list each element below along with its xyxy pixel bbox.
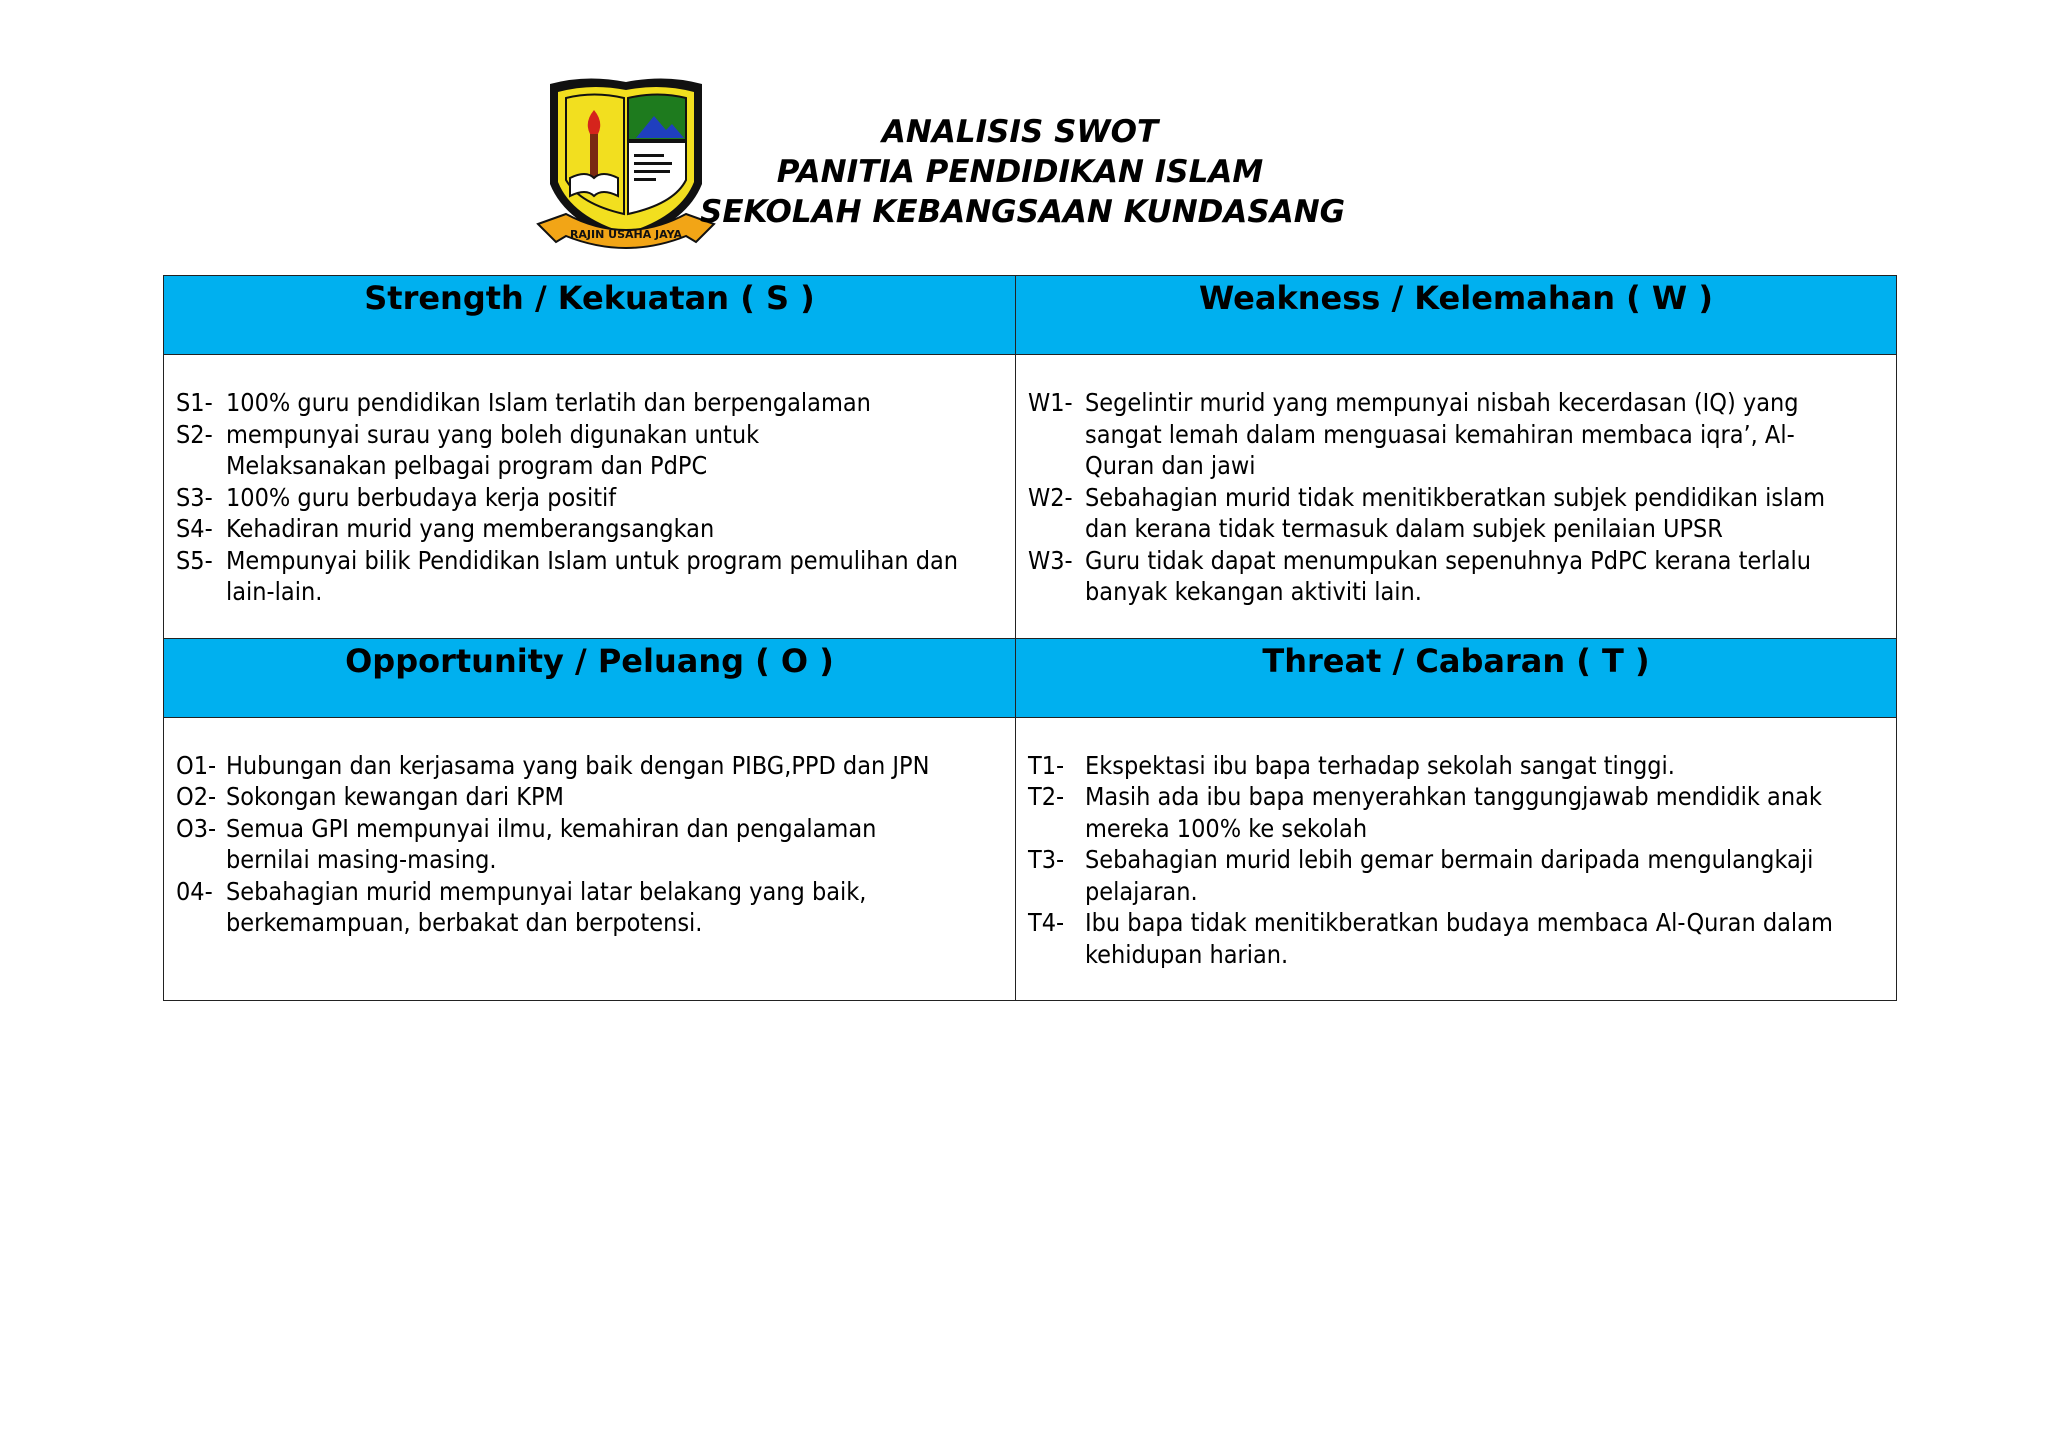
swot-item-line [1028, 907, 1886, 939]
swot-item-line [176, 876, 1005, 908]
swot-item-line [1028, 482, 1886, 514]
swot-item-continuation: dan kerana tidak termasuk dalam subjek penilaian UPSR [1085, 514, 1723, 543]
swot-item [176, 387, 1005, 419]
swot-item-line [1028, 545, 1886, 577]
swot-item-code: T3- [1028, 845, 1065, 874]
swot-item-code: S4- [176, 514, 213, 543]
swot-item-code: O3- [176, 813, 217, 843]
swot-item [1028, 844, 1886, 907]
swot-item-code: O1- [176, 750, 217, 780]
swot-item [176, 781, 1005, 813]
swot-item-continuation: banyak kekangan aktiviti lain. [1085, 577, 1422, 606]
swot-item [1028, 387, 1886, 482]
swot-item-line [176, 513, 1005, 545]
swot-item-text: Ibu bapa tidak menitikberatkan budaya membaca Al-Quran dalam [1085, 908, 1833, 937]
threat-header: Threat / Cabaran ( T ) [1016, 638, 1897, 717]
swot-item-text: Kehadiran murid yang memberangsangkan [226, 514, 715, 543]
strength-cell [164, 355, 1016, 639]
swot-item-line [176, 750, 1005, 782]
title-line-3: SEKOLAH KEBANGSAAN KUNDASANG [700, 194, 1346, 230]
swot-item-code: S2- [176, 419, 213, 449]
swot-item-line [176, 419, 1005, 451]
swot-item-line [176, 482, 1005, 514]
swot-item-text: 100% guru berbudaya kerja positif [226, 482, 617, 512]
weakness-header: Weakness / Kelemahan ( W ) [1016, 276, 1897, 355]
swot-item-continuation: bernilai masing-masing. [226, 845, 497, 874]
swot-item-code: S5- [176, 545, 213, 575]
title-line-2: PANITIA PENDIDIKAN ISLAM [776, 154, 1264, 190]
swot-item-text: Masih ada ibu bapa menyerahkan tanggungjawab mendidik anak [1085, 782, 1822, 811]
swot-item-line [176, 781, 1005, 813]
swot-item-code: S3- [176, 482, 213, 512]
swot-item-code: T1- [1028, 750, 1065, 780]
swot-item [176, 545, 1005, 608]
swot-item-text: Segelintir murid yang mempunyai nisbah kecerdasan (IQ) yang [1085, 388, 1799, 417]
swot-table [163, 275, 1897, 1001]
swot-item-text: Ekspektasi ibu bapa terhadap sekolah sangat tinggi. [1085, 750, 1675, 780]
swot-item-continuation: Quran dan jawi [1085, 451, 1256, 480]
swot-item-text: Sokongan kewangan dari KPM [226, 782, 564, 811]
swot-item-line [1028, 750, 1886, 782]
swot-item-continuation: lain-lain. [226, 577, 323, 606]
swot-item [1028, 750, 1886, 782]
title-line-1: ANALISIS SWOT [881, 114, 1159, 150]
swot-item-code: O2- [176, 782, 217, 811]
swot-item-line [176, 545, 1005, 577]
swot-item-line [1028, 781, 1886, 813]
swot-item-continuation: sangat lemah dalam menguasai kemahiran membaca iqra’, Al- [1085, 419, 1795, 449]
swot-item [176, 482, 1005, 514]
swot-item-code: W3- [1028, 545, 1073, 575]
swot-item-code: T2- [1028, 782, 1065, 811]
swot-item-code: W1- [1028, 388, 1073, 417]
swot-item-text: Guru tidak dapat menumpukan sepenuhnya PdPC kerana terlalu [1085, 545, 1812, 575]
document-title [700, 112, 1346, 232]
swot-item-line [176, 813, 1005, 845]
swot-item [176, 513, 1005, 545]
swot-item-continuation: berkemampuan, berbakat dan berpotensi. [226, 908, 703, 937]
strength-header: Strength / Kekuatan ( S ) [164, 276, 1016, 355]
swot-item [1028, 545, 1886, 608]
swot-item-code: 04- [176, 876, 213, 906]
swot-item-code: T4- [1028, 908, 1065, 937]
swot-item-continuation: Melaksanakan pelbagai program dan PdPC [226, 451, 708, 480]
swot-item-text: mempunyai surau yang boleh digunakan untuk [226, 419, 760, 449]
svg-text:RAJIN USAHA JAYA: RAJIN USAHA JAYA [569, 228, 683, 241]
opportunity-header: Opportunity / Peluang ( O ) [164, 638, 1016, 717]
swot-item-text: Sebahagian murid mempunyai latar belakang yang baik, [226, 876, 867, 906]
swot-item [176, 876, 1005, 939]
threat-cell [1016, 717, 1897, 1001]
opportunity-cell [164, 717, 1016, 1001]
swot-item-text: Mempunyai bilik Pendidikan Islam untuk program pemulihan dan [226, 545, 959, 575]
swot-item-continuation: kehidupan harian. [1085, 939, 1289, 969]
swot-item-text: Sebahagian murid lebih gemar bermain daripada mengulangkaji [1085, 845, 1814, 874]
swot-item-line [1028, 387, 1886, 419]
swot-item-text: 100% guru pendidikan Islam terlatih dan berpengalaman [226, 388, 871, 417]
swot-item-line [1028, 844, 1886, 876]
swot-item [1028, 781, 1886, 844]
swot-item-code: W2- [1028, 482, 1073, 512]
swot-item-text: Sebahagian murid tidak menitikberatkan subjek pendidikan islam [1085, 482, 1826, 512]
swot-item-continuation: mereka 100% ke sekolah [1085, 813, 1368, 843]
swot-item [1028, 907, 1886, 970]
swot-item [176, 750, 1005, 782]
swot-item [176, 813, 1005, 876]
swot-item [1028, 482, 1886, 545]
swot-item [176, 419, 1005, 482]
swot-item-code: S1- [176, 388, 213, 417]
swot-item-continuation: pelajaran. [1085, 876, 1198, 906]
swot-item-text: Hubungan dan kerjasama yang baik dengan PIBG,PPD dan JPN [226, 750, 930, 780]
swot-item-line [176, 387, 1005, 419]
school-crest-icon [536, 74, 716, 254]
weakness-cell [1016, 355, 1897, 639]
swot-item-text: Semua GPI mempunyai ilmu, kemahiran dan pengalaman [226, 813, 877, 843]
